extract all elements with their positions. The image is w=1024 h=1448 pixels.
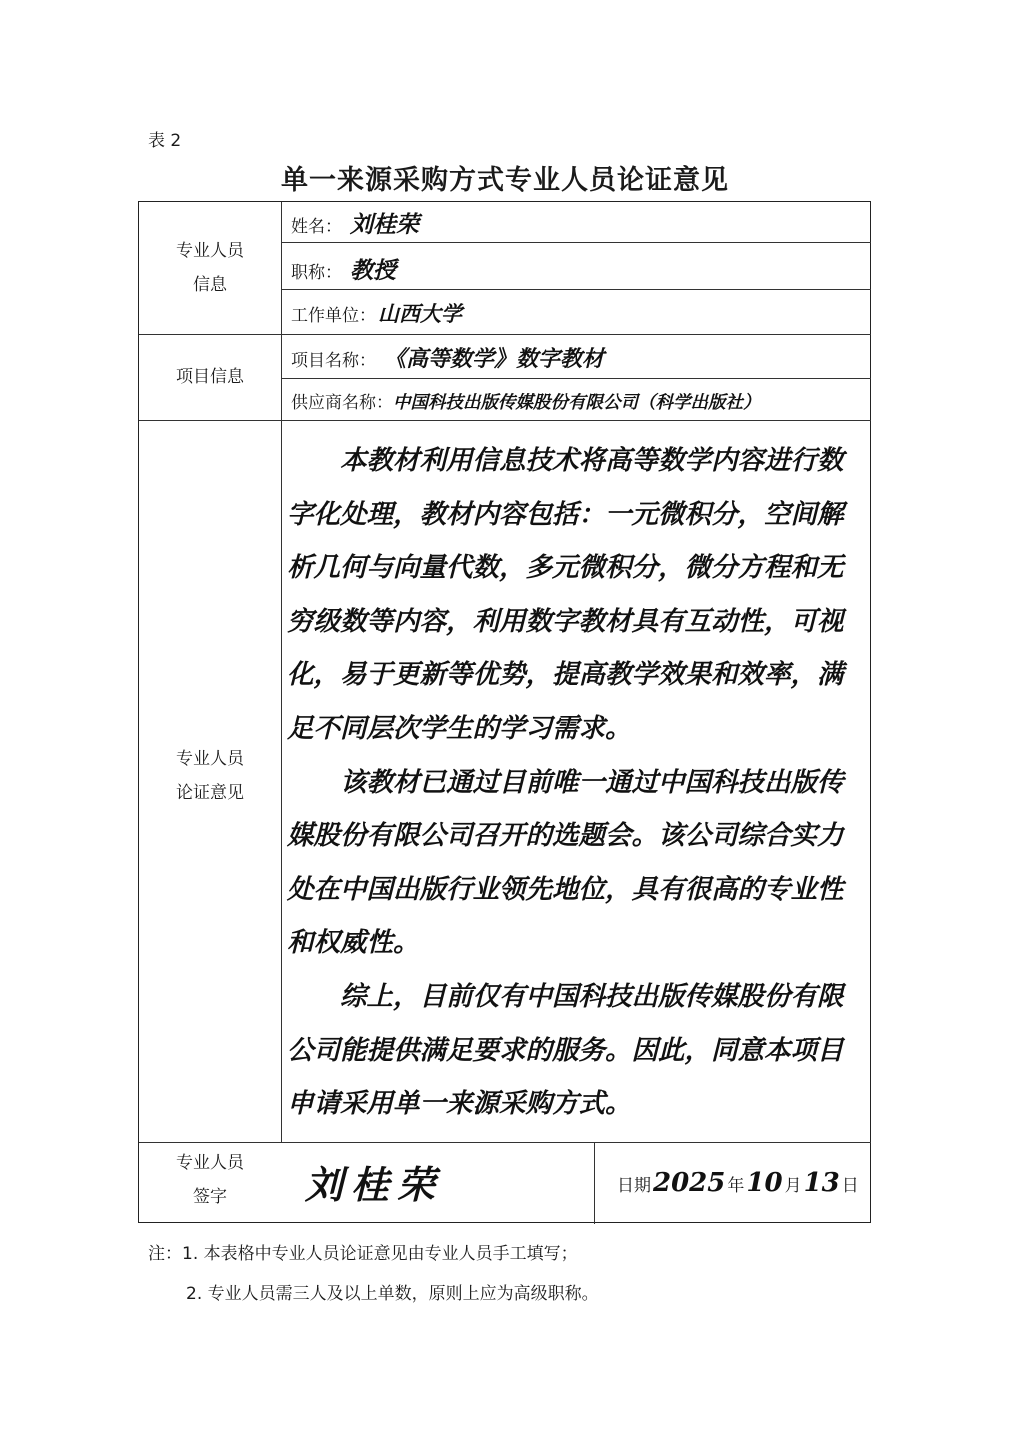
project-name-value: 《高等数学》数字教材 [384, 346, 605, 372]
supplier-field [291, 388, 761, 414]
page-title: 单一来源采购方式专业人员论证意见 [281, 165, 729, 196]
date-year: 2025 [653, 1168, 726, 1198]
name-field [291, 206, 419, 239]
project-name-label: 项目名称： [291, 351, 376, 371]
section-label-project-info: 项目信息 [176, 367, 244, 387]
section-label-signature: 专业人员 签字 [176, 1153, 244, 1207]
title-label: 职称： [291, 263, 342, 283]
date-day-unit: 日 [841, 1176, 859, 1196]
opinion-text [287, 434, 863, 1131]
date-year-unit: 年 [727, 1176, 745, 1196]
row-divider [281, 242, 871, 243]
section-label-opinion: 专业人员 论证意见 [176, 749, 244, 803]
date-day: 13 [803, 1168, 840, 1198]
date-label: 日期 [617, 1176, 651, 1196]
date-month: 10 [746, 1168, 783, 1198]
title-field [291, 252, 396, 285]
signature-handwritten: 刘桂荣 [305, 1162, 444, 1207]
opinion-paragraph: 本教材利用信息技术将高等数学内容进行数字化处理，教材内容包括：一元微积分，空间解析几何与向量代数，多元微积分，微分方程和无穷级数等内容，利用数字教材具有互动性，可视化，易于更新等优势，提高教学效果和效率，满足不同层次学生的学习需求。 [287, 445, 844, 744]
row-divider [139, 420, 871, 421]
signature-date [617, 1168, 859, 1198]
footnotes [148, 1234, 599, 1314]
name-label: 姓名： [291, 217, 342, 237]
column-divider [281, 202, 282, 1142]
row-divider [139, 1142, 871, 1143]
employer-field [291, 298, 462, 328]
footnote-1: 注：1. 本表格中专业人员论证意见由专业人员手工填写； [148, 1244, 578, 1264]
opinion-paragraph: 综上，目前仅有中国科技出版传媒股份有限公司能提供满足要求的服务。因此，同意本项目申请采用单一来源采购方式。 [287, 980, 844, 1120]
section-label-expert-info: 专业人员 信息 [176, 241, 244, 295]
name-value: 刘桂荣 [350, 211, 419, 238]
date-month-unit: 月 [784, 1176, 802, 1196]
supplier-value: 中国科技出版传媒股份有限公司（科学出版社） [393, 393, 761, 413]
date-cell-divider [594, 1142, 595, 1224]
row-divider [139, 334, 871, 335]
row-divider [281, 378, 871, 379]
footnote-2: 2. 专业人员需三人及以上单数，原则上应为高级职称。 [186, 1284, 599, 1304]
employer-value: 山西大学 [378, 301, 462, 326]
table-label: 表 2 [148, 131, 182, 151]
title-value: 教授 [350, 257, 396, 284]
employer-label: 工作单位： [291, 306, 376, 326]
project-name-field [291, 342, 604, 373]
supplier-label: 供应商名称： [291, 393, 393, 413]
row-divider [281, 289, 871, 290]
opinion-paragraph: 该教材已通过目前唯一通过中国科技出版传媒股份有限公司召开的选题会。该公司综合实力处在中国出版行业领先地位，具有很高的专业性和权威性。 [287, 766, 844, 959]
form-table [138, 201, 871, 1223]
